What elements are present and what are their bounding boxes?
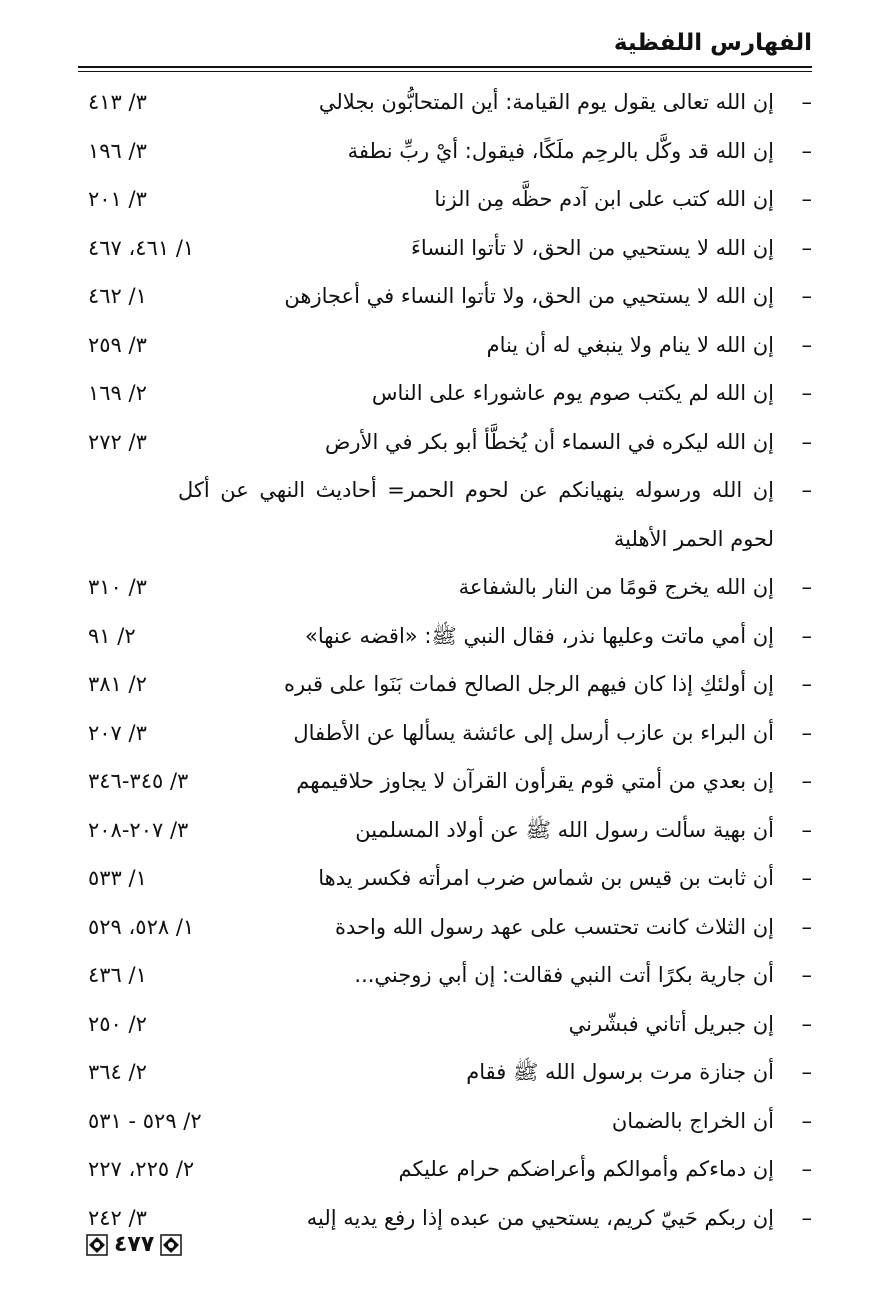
index-entry (78, 321, 812, 370)
entry-text: أن جنازة مرت برسول الله ﷺ فقام (466, 1060, 774, 1084)
entry-reference: ٣/ ٢٧٢ (88, 429, 147, 454)
entry-reference: ١/ ٤٣٦ (88, 963, 147, 987)
floral-ornament-icon (86, 1234, 108, 1256)
entry-dash: – (801, 1108, 812, 1133)
entry-dash: – (801, 817, 812, 842)
index-entry (78, 78, 812, 127)
entry-reference: ٣/ ٢٠٧-٢٠٨ (88, 817, 189, 842)
entry-text: إن الله لا يستحيي من الحق، ولا تأتوا النساء في أعجازهن (284, 284, 774, 308)
entry-dash: – (801, 1060, 812, 1084)
entry-dash: – (801, 1157, 812, 1181)
entry-text: أن بهية سألت رسول الله ﷺ عن أولاد المسلمين (355, 817, 774, 842)
page-number: ٤٧٧ (114, 1232, 155, 1257)
entry-text: أن ثابت بن قيس بن شماس ضرب امرأته فكسر يدها (318, 866, 774, 890)
entry-text: أن جارية بكرًا أتت النبي فقالت: إن أبي زوجني... (354, 963, 774, 987)
index-entry (78, 127, 812, 176)
entry-text: إن الثلاث كانت تحتسب على عهد رسول الله واحدة (335, 914, 774, 939)
entry-dash: – (801, 623, 812, 648)
index-entry (78, 854, 812, 903)
entry-text: إن الله تعالى يقول يوم القيامة: أين المتحابُّون بجلالي (318, 90, 774, 114)
entry-reference: ٢/ ١٦٩ (88, 381, 147, 405)
entry-text: إن الله ورسوله ينهيانكم عن لحوم الحمر= أحاديث النهي عن أكل لحوم الحمر الأهلية (178, 478, 774, 551)
header-rule-thick (78, 66, 812, 68)
index-entry (78, 563, 812, 612)
entry-dash: – (801, 914, 812, 939)
index-entry (78, 369, 812, 418)
entry-text: إن الله ليكره في السماء أن يُخطَّأ أبو بكر في الأرض (324, 429, 774, 454)
index-entry (78, 903, 812, 952)
index-entry (78, 1000, 812, 1049)
entry-dash: – (801, 672, 812, 696)
page-footer (86, 1232, 182, 1257)
entry-text: إن أمي ماتت وعليها نذر، فقال النبي ﷺ: «اقضه عنها» (304, 623, 774, 648)
entry-reference: ٣/ ١٩٦ (88, 138, 147, 163)
index-entry (78, 612, 812, 661)
entry-dash: – (801, 1011, 812, 1036)
entry-reference: ٣/ ٣١٠ (88, 575, 147, 599)
index-entry (78, 1048, 812, 1097)
index-entry (78, 660, 812, 709)
entry-text: إن الله لم يكتب صوم يوم عاشوراء على الناس (371, 381, 774, 405)
entry-text: إن ربكم حَييّ كريم، يستحيي من عبده إذا رفع يديه إليه (306, 1205, 774, 1230)
entry-text: إن الله قد وكَّل بالرحِم ملَكًا، فيقول: أيْ ربِّ نطفة (347, 138, 774, 163)
entry-text: أن الخراج بالضمان (611, 1108, 774, 1133)
entry-reference: ٢/ ٢٢٥، ٢٢٧ (88, 1157, 195, 1181)
index-entry (78, 806, 812, 855)
entry-reference: ٢/ ٣٦٤ (88, 1060, 147, 1084)
entry-text: أن البراء بن عازب أرسل إلى عائشة يسألها عن الأطفال (293, 720, 774, 745)
index-entry (78, 224, 812, 273)
index-entry (78, 951, 812, 1000)
header-rule-thin (78, 71, 812, 72)
entry-dash: – (801, 284, 812, 308)
entry-text: إن دماءكم وأموالكم وأعراضكم حرام عليكم (398, 1157, 774, 1181)
index-entry (78, 1145, 812, 1194)
entry-reference: ٣/ ٣٤٥-٣٤٦ (88, 769, 189, 793)
entry-text: إن جبريل أتاني فبشّرني (568, 1011, 774, 1036)
entry-reference: ٣/ ٢٠١ (88, 187, 147, 211)
entry-reference: ٣/ ٢٠٧ (88, 720, 147, 745)
index-entry (78, 418, 812, 467)
index-entry (78, 272, 812, 321)
entry-reference: ٢/ ٩١ (88, 623, 136, 648)
entry-dash: – (801, 332, 812, 357)
entry-text: إن بعدي من أمتي قوم يقرأون القرآن لا يجاوز حلاقيمهم (296, 769, 774, 793)
entry-reference: ٢/ ٢٥٠ (88, 1011, 147, 1036)
index-entry (78, 709, 812, 758)
entry-reference: ١/ ٥٣٣ (88, 866, 147, 890)
entry-dash: – (801, 1205, 812, 1230)
index-entry (78, 757, 812, 806)
index-entry (78, 1097, 812, 1146)
entry-dash: – (801, 575, 812, 599)
entry-dash: – (801, 381, 812, 405)
entry-text: إن الله يخرج قومًا من النار بالشفاعة (458, 575, 774, 599)
index-entries-list (78, 78, 812, 1242)
entry-reference: ١/ ٥٢٨، ٥٢٩ (88, 914, 195, 939)
entry-text: إن الله لا يستحيي من الحق، لا تأتوا النساءَ (410, 235, 774, 260)
entry-reference: ١/ ٤٦١، ٤٦٧ (88, 235, 195, 260)
entry-dash: – (801, 90, 812, 114)
entry-text: إن أولئكِ إذا كان فيهم الرجل الصالح فمات بَنَوا على قبره (284, 672, 774, 696)
entry-text: إن الله لا ينام ولا ينبغي له أن ينام (486, 332, 774, 357)
entry-dash: – (801, 187, 812, 211)
entry-dash: – (801, 235, 812, 260)
entry-dash: – (801, 478, 812, 502)
floral-ornament-icon (160, 1234, 182, 1256)
entry-text: إن الله كتب على ابن آدم حظَّه مِن الزنا (434, 187, 774, 211)
entry-reference: ٢/ ٥٢٩ - ٥٣١ (88, 1108, 202, 1133)
index-entry (78, 175, 812, 224)
entry-dash: – (801, 429, 812, 454)
entry-dash: – (801, 963, 812, 987)
entry-reference: ٣/ ٢٤٢ (88, 1205, 147, 1230)
entry-dash: – (801, 769, 812, 793)
index-entry (78, 466, 812, 563)
entry-reference: ٣/ ٤١٣ (88, 90, 147, 114)
entry-dash: – (801, 720, 812, 745)
entry-dash: – (801, 866, 812, 890)
entry-reference: ٣/ ٢٥٩ (88, 332, 147, 357)
entry-reference: ١/ ٤٦٢ (88, 284, 147, 308)
running-header-title: الفهارس اللفظية (613, 30, 812, 56)
index-entry (78, 1194, 812, 1243)
entry-reference: ٢/ ٣٨١ (88, 672, 147, 696)
entry-dash: – (801, 138, 812, 163)
